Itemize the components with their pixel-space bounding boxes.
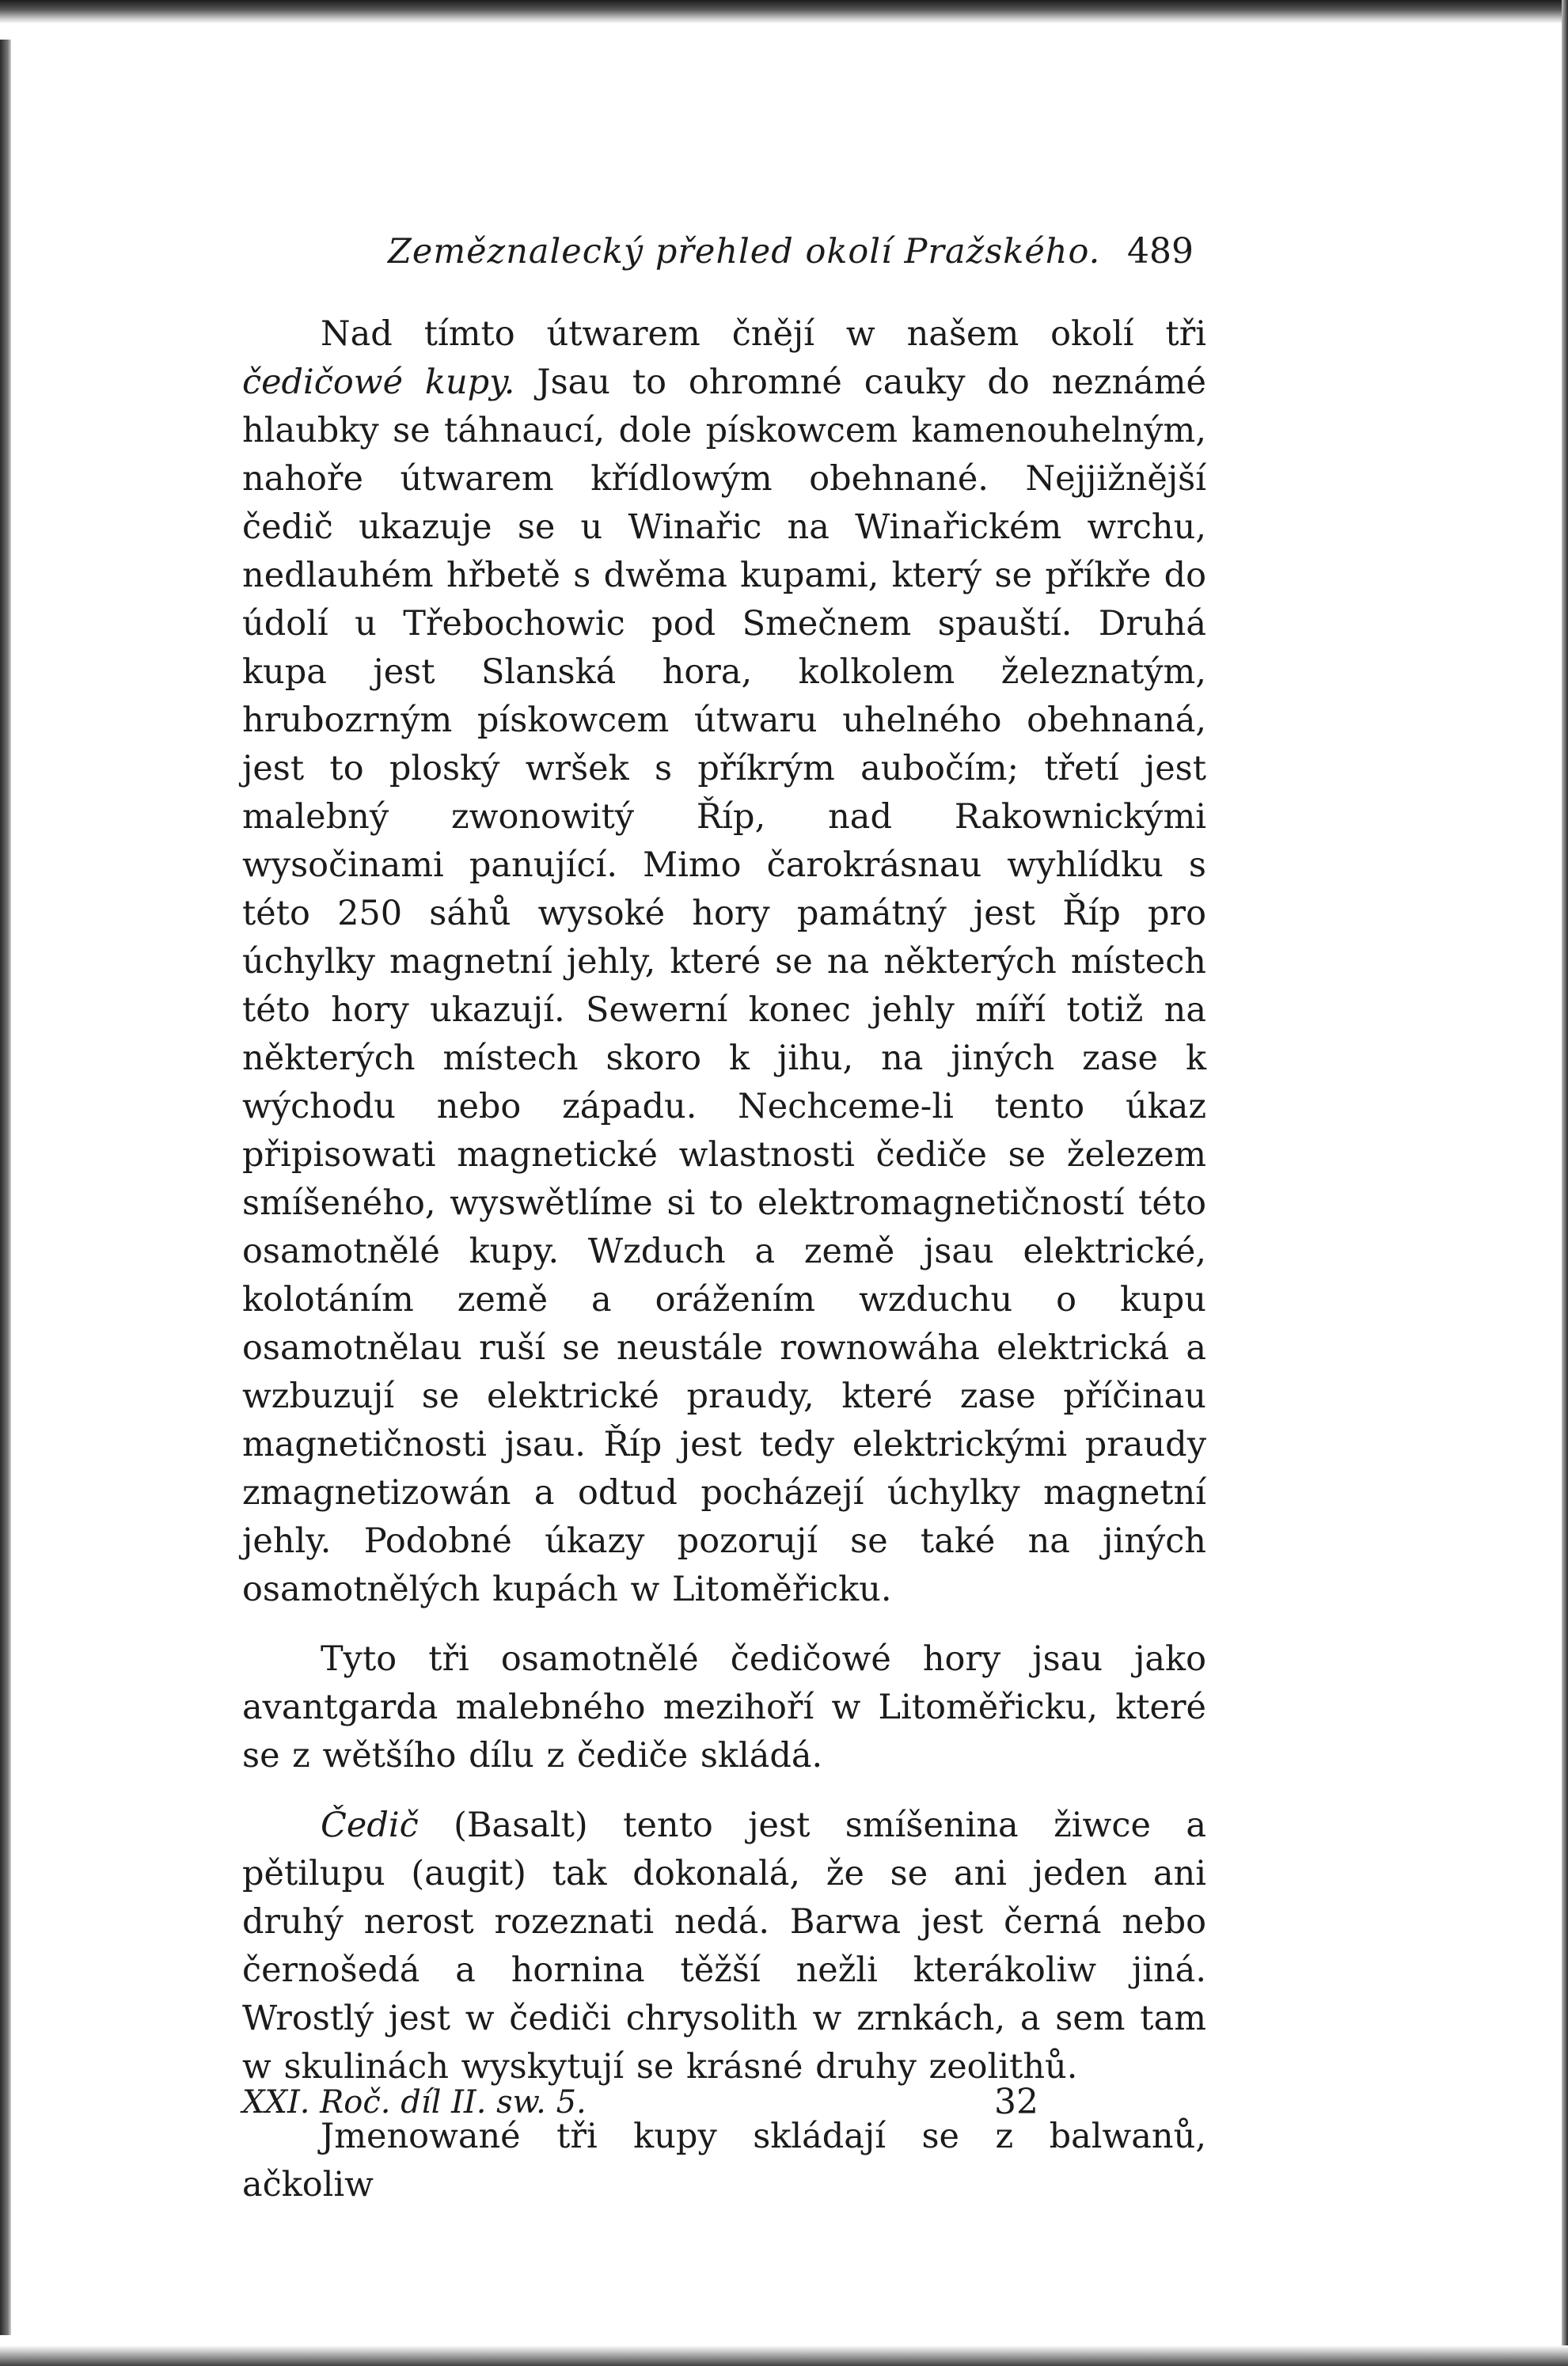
- page-footer: [242, 2080, 1206, 2125]
- paragraph-3-emphasis: Čedič: [321, 1806, 419, 1845]
- paragraph-4: Jmenowané tři kupy skládají se z balwanů, ačkoliw: [242, 2117, 1206, 2205]
- paragraph-3-text: (Basalt) tento jest smíšenina žiwce a pětilupu (augit) tak dokonalá, že se ani jeden ani druhý nerost rozeznati nedá. Barwa jest černá nebo černošedá a hornina těžší nežli kterákoliw jiná. Wrostlý jest w čediči chrysolith w zrnkách, a sem tam w skulinách wyskytují se krásné druhy zeolithů.: [242, 1806, 1206, 2087]
- running-title: Zeměznalecký přehled okolí Pražského.: [388, 232, 1101, 272]
- paragraph-2: Tyto tři osamotnělé čedičowé hory jsau jako avantgarda malebného mezihoří w Litoměřicku, které se z wětšího dílu z čediče skládá.: [242, 1639, 1206, 1775]
- page-body: [242, 310, 1206, 2209]
- page-number: 489: [1127, 231, 1194, 272]
- paragraph-1-emphasis: čedičowé kupy.: [242, 363, 515, 402]
- page-header: [388, 228, 1194, 275]
- paragraph-1-text-b: Jsau to ohromné cauky do neznámé hlaubky se táhnaucí, dole pískowcem kamenouhelným, nahoře útwarem křídlowým obehnané. Nejjižnější čedič ukazuje se u Winařic na Winařickém wrchu, nedlauhém hřbetě s dwěma kupami, který se příkře do údolí u Třebochowic pod Smečnem spauští. Druhá kupa jest Slanská hora, kolkolem železnatým, hrubozrným pískowcem útwaru uhelného obehnaná, jest to ploský wršek s příkrým aubočím; třetí jest malebný zwonowitý Říp, nad Rakownickými wysočinami panující. Mimo čarokrásnau wyhlídku s této 250 sáhů wysoké hory památný jest Říp pro úchylky magnetní jehly, které se na některých místech této hory ukazují. Sewerní konec jehly míří totiž na některých místech skoro k jihu, na jiných zase k wýchodu nebo západu. Nechceme-li tento úkaz připisowati magnetické wlastnosti čediče se železem smíšeného, wyswětlíme si to elektromagnetičností této osamotnělé kupy. Wzduch a země jsau elektrické, kolotáním země a orážením wzduchu o kupu osamotnělau ruší se neustále rownowáha elektrická a wzbuzují se elektrické praudy, které zase příčinau magnetičnosti jsau. Říp jest tedy elektrickými praudy zmagnetizowán a odtud pocházejí úchylky magnetní jehly. Podobné úkazy pozorují se také na jiných osamotnělých kupách w Litoměřicku.: [242, 363, 1207, 1609]
- paragraph-1: [242, 310, 1206, 1614]
- paragraph-3: [242, 1802, 1206, 2091]
- paragraph-1-text-a: Nad tímto útwarem čnějí w našem okolí tři: [321, 314, 1206, 354]
- sheet-number: 32: [994, 2082, 1038, 2122]
- signature-mark: XXI. Roč. díl II. sw. 5.: [242, 2084, 587, 2121]
